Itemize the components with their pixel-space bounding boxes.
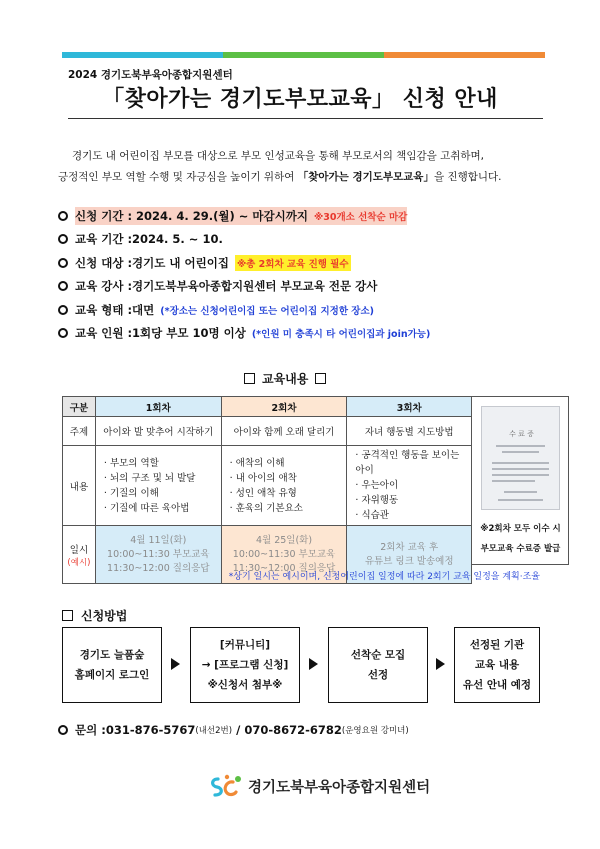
target-note: ※총 2회차 교육 진행 필수 — [235, 255, 351, 271]
circle-bullet-icon — [58, 211, 68, 221]
content-item: · 기질에 따른 육아법 — [104, 501, 221, 516]
circle-bullet-icon — [58, 281, 68, 291]
schedule-text: 유튜브 링크 발송예정 — [364, 555, 454, 567]
title-divider — [68, 118, 543, 119]
topic-session-3: 자녀 행동별 지도방법 — [347, 417, 472, 446]
table-row-content — [63, 446, 472, 526]
certificate-cell — [472, 396, 569, 565]
square-icon — [244, 373, 255, 384]
header-session-3: 3회차 — [347, 397, 472, 417]
flow-step-text: 홈페이지 로그인 — [74, 669, 150, 681]
top-bar-orange — [384, 52, 545, 58]
org-year-line: 2024 경기도북부육아종합지원센터 — [68, 69, 233, 81]
flow-step-text: ※신청서 첨부※ — [207, 679, 283, 691]
info-headcount — [58, 322, 578, 346]
target-label: 신청 대상 : — [75, 255, 133, 270]
intro-line-2-pre: 긍정적인 부모 역할 수행 및 자긍심을 높이기 위하여 — [58, 171, 298, 183]
lecturer-value: 경기도북부육아종합지원센터 부모교육 전문 강사 — [132, 279, 378, 294]
arrow-right-icon — [171, 658, 180, 670]
edu-content-table — [62, 396, 472, 584]
circle-bullet-icon — [58, 725, 68, 735]
content-item: · 애착의 이해 — [230, 456, 347, 471]
content-session-1 — [95, 446, 221, 526]
info-apply-period — [58, 204, 578, 228]
flow-step-text: 경기도 늘품숲 — [79, 649, 145, 661]
intro-line-2 — [58, 167, 558, 188]
info-lecturer — [58, 275, 578, 299]
square-icon — [315, 373, 326, 384]
content-item: · 부모의 역할 — [104, 456, 221, 471]
intro-line-1: 경기도 내 어린이집 부모를 대상으로 부모 인성교육을 통해 부모로서의 책임감을 고취하며, — [72, 150, 485, 162]
intro-line-2-post: 을 진행합니다. — [433, 171, 502, 183]
arrow-right-icon — [436, 658, 445, 670]
flow-step-text: 선정된 기관 — [469, 639, 525, 651]
content-session-2 — [221, 446, 347, 526]
format-note: (*장소는 신청어린이집 또는 어린이집 지정한 장소) — [160, 305, 374, 317]
content-item: · 훈육의 기본요소 — [230, 501, 347, 516]
flow-step-1 — [62, 627, 162, 703]
contact-phone-2: 070-8672-6782 — [244, 723, 342, 737]
flow-step-4 — [454, 627, 540, 703]
flow-step-text: 유선 안내 예정 — [462, 679, 532, 691]
table-header-row — [63, 397, 472, 417]
circle-bullet-icon — [58, 258, 68, 268]
apply-period-value: 2024. 4. 29.(월) ~ 마감시까지 — [136, 208, 308, 223]
content-item: · 식습관 — [355, 508, 471, 523]
info-list — [58, 204, 578, 345]
flow-step-text: [커뮤니티] — [219, 639, 271, 651]
content-session-3 — [347, 446, 472, 526]
certificate-caption-line-1: ※2회차 모두 이수 시 — [480, 524, 561, 534]
contact-separator: / — [232, 723, 245, 737]
top-bar-blue — [62, 52, 223, 58]
arrow-right-icon — [309, 658, 318, 670]
flow-step-2 — [190, 627, 300, 703]
apply-period-note: ※30개소 선착순 마감 — [313, 211, 408, 223]
edu-period-label: 교육 기간 : — [75, 232, 133, 247]
certificate-doc-title: 수 료 증 — [509, 430, 534, 438]
contact-phone-2-note: (운영요원 강미녀) — [341, 726, 409, 736]
circle-bullet-icon — [58, 234, 68, 244]
apply-period-highlight — [75, 207, 407, 225]
info-format — [58, 298, 578, 322]
circle-bullet-icon — [58, 305, 68, 315]
schedule-label: 일시 — [69, 544, 89, 556]
row-label-content: 내용 — [63, 446, 96, 526]
lecturer-label: 교육 강사 : — [75, 279, 133, 294]
info-edu-period — [58, 228, 578, 252]
flow-step-3 — [328, 627, 428, 703]
headcount-note: (*인원 미 충족시 타 어린이집과 join가능) — [251, 329, 431, 341]
header-category: 구분 — [63, 397, 96, 417]
schedule-footnote: *상기 일시는 예시이며, 신청어린이집 일정에 따라 2회기 교육 일정을 계획·조율 — [228, 572, 540, 582]
info-target — [58, 251, 578, 275]
circle-bullet-icon — [58, 328, 68, 338]
content-item: · 뇌의 구조 및 뇌 발달 — [104, 471, 221, 486]
topic-session-1: 아이와 발 맞추어 시작하기 — [95, 417, 221, 446]
certificate-caption — [474, 519, 567, 559]
apply-section-title — [62, 607, 127, 624]
page-title: 「찾아가는 경기도부모교육」 신청 안내 — [102, 87, 498, 112]
format-value: 대면 — [132, 302, 155, 317]
table-row-topic — [63, 417, 472, 446]
top-color-bar — [62, 52, 545, 58]
target-value: 경기도 내 어린이집 — [132, 255, 229, 270]
edu-section-title — [244, 370, 326, 387]
schedule-example-note: (예시) — [67, 557, 91, 568]
top-bar-green — [223, 52, 384, 58]
certificate-image — [481, 406, 560, 510]
schedule-time: 10:00~11:30 부모교육 — [107, 548, 210, 560]
schedule-date: 4월 11일(화) — [130, 534, 187, 546]
flow-step-text: 선착순 모집 — [350, 649, 406, 661]
content-item: · 기질의 이해 — [104, 486, 221, 501]
edu-section-label: 교육내용 — [262, 372, 309, 386]
apply-flow — [62, 627, 540, 703]
headcount-label: 교육 인원 : — [75, 326, 133, 341]
row-label-topic: 주제 — [63, 417, 96, 446]
schedule-time: 10:00~11:30 부모교육 — [232, 548, 336, 560]
headcount-value: 1회당 부모 10명 이상 — [132, 326, 246, 341]
contact-label: 문의 : — [75, 723, 106, 737]
flow-step-text: → [프로그램 신청] — [201, 659, 289, 671]
format-label: 교육 형태 : — [75, 302, 133, 317]
contact-line — [58, 722, 409, 738]
certificate-caption-line-2: 부모교육 수료증 발급 — [480, 544, 561, 554]
schedule-time: 11:30~12:00 질의응답 — [232, 562, 336, 574]
content-item: · 내 아이의 애착 — [230, 471, 347, 486]
schedule-time: 11:30~12:00 질의응답 — [107, 562, 210, 574]
program-name: 「찾아가는 경기도부모교육」 — [297, 171, 434, 183]
header-session-1: 1회차 — [95, 397, 221, 417]
schedule-text: 2회차 교육 후 — [380, 541, 439, 553]
content-item: · 성인 애착 유형 — [230, 486, 347, 501]
contact-phone-1: 031-876-5767 — [105, 723, 196, 737]
apply-period-label: 신청 기간 : — [75, 208, 137, 223]
flow-step-text: 선정 — [367, 669, 389, 681]
flow-step-text: 교육 내용 — [474, 659, 520, 671]
footer-org-name: 경기도북부육아종합지원센터 — [248, 779, 431, 796]
header-session-2: 2회차 — [221, 397, 347, 417]
center-logo-icon — [208, 773, 244, 799]
square-icon — [62, 610, 73, 621]
schedule-date: 4월 25일(화) — [255, 534, 313, 546]
edu-period-value: 2024. 5. ~ 10. — [132, 232, 223, 247]
content-item: · 우는아이 — [355, 478, 471, 493]
contact-phone-1-note: (내선2번) — [195, 726, 233, 736]
intro-paragraph — [58, 146, 558, 188]
content-item: · 공격적인 행동을 보이는 아이 — [355, 448, 471, 478]
content-item: · 자위행동 — [355, 493, 471, 508]
apply-section-label: 신청방법 — [81, 609, 128, 623]
topic-session-2: 아이와 함께 오래 달리기 — [221, 417, 347, 446]
footer-logo — [208, 773, 430, 799]
